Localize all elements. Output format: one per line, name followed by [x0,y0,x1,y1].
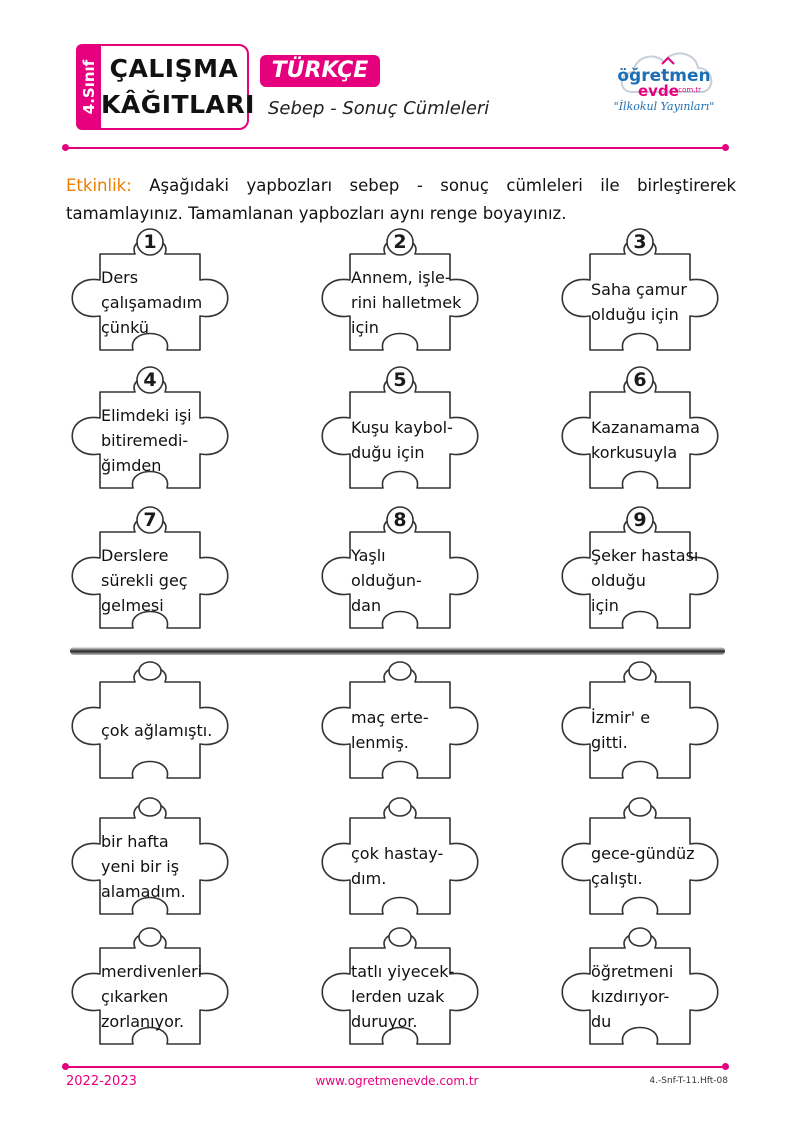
title-line-1: ÇALIŞMA [109,54,239,83]
piece-text-line: için [351,317,379,337]
effect-piece-2[interactable] [315,658,485,788]
effect-piece-3[interactable] [555,658,725,788]
effect-piece-4[interactable] [65,794,235,924]
piece-text-line: bitiremedi- [101,430,189,450]
piece-text-line: maç erte- [351,708,429,727]
instruction-text: Aşağıdaki yapbozları sebep - sonuç cümleleri ile birleştirerek tamamlayınız. Tamamlanan yapbozları aynı renge boyayınız. [66,176,736,223]
piece-text-line: Annem, işle- [351,267,451,287]
piece-text-line: yeni bir iş [101,856,180,876]
grade-label: 4.Sınıf [80,59,98,115]
piece-text-line: çalıştı. [591,869,643,888]
piece-number: 4 [143,369,157,391]
instruction [66,172,736,228]
piece-text-line: çünkü [101,317,149,337]
piece-text-line: merdivenleri [101,961,203,981]
section-divider [70,647,725,655]
piece-text-line: olduğu için [591,305,679,324]
piece-text-line: Şeker hastası [591,545,699,565]
footer-year: 2022-2023 [66,1074,137,1089]
cause-piece-9[interactable] [555,508,725,638]
cause-piece-6[interactable] [555,368,725,498]
piece-text-line: gece-gündüz [591,844,695,863]
piece-text-line: ğimden [101,455,162,475]
piece-text-line: olduğun- [351,570,422,590]
piece-text-line: duruyor. [351,1011,418,1031]
cause-piece-1[interactable] [65,230,235,360]
piece-text-line: çok hastay- [351,844,444,863]
cause-piece-5[interactable] [315,368,485,498]
rule-dot-right [722,144,729,151]
footer-dot-right [722,1063,729,1070]
piece-number: 7 [143,509,157,531]
cause-piece-3[interactable] [555,230,725,360]
piece-text-line: Kuşu kaybol- [351,418,453,437]
title-box [99,44,255,130]
piece-text-line: zorlanıyor. [101,1011,185,1031]
footer-rule [66,1066,726,1068]
piece-text-line: çok ağlamıştı. [101,720,213,740]
piece-text-line: rini halletmek [351,292,462,312]
piece-text-line: alamadım. [101,881,186,901]
piece-number: 6 [633,369,647,391]
header-rule [66,147,726,149]
piece-text-line: için [591,595,619,615]
piece-text-line: olduğu [591,570,646,590]
piece-text-line: Derslere [101,545,169,565]
piece-text-line: gitti. [591,733,628,752]
piece-text-line: lerden uzak [351,986,445,1006]
piece-text-line: Elimdeki işi [101,405,192,425]
footer-code: 4.-Snf-T-11.Hft-08 [649,1076,728,1086]
piece-text-line: Saha çamur [591,280,687,299]
piece-number: 1 [143,231,157,253]
cause-piece-7[interactable] [65,508,235,638]
effect-piece-8[interactable] [315,924,485,1054]
piece-text-line: dım. [351,869,387,888]
cause-piece-2[interactable] [315,230,485,360]
effect-piece-6[interactable] [555,794,725,924]
piece-number: 2 [393,231,407,253]
cause-piece-8[interactable] [315,508,485,638]
piece-text-line: korkusuyla [591,443,678,462]
effect-piece-9[interactable] [555,924,725,1054]
logo-domain: .com.tr [676,86,702,94]
instruction-label: Etkinlik: [66,176,132,195]
piece-text-line: gelmesi [101,595,164,615]
piece-text-line: İzmir' e [591,708,651,727]
title-line-2: KÂĞITLARI [101,90,255,119]
logo [612,44,722,124]
subject-tag: TÜRKÇE [260,55,380,87]
effect-piece-5[interactable] [315,794,485,924]
piece-text-line: sürekli geç [101,570,188,590]
logo-top: öğretmen [617,66,711,86]
piece-text-line: tatlı yiyecek- [351,961,455,981]
piece-text-line: Ders [101,267,139,287]
piece-text-line: Yaşlı [351,545,386,565]
piece-text-line: Kazanamama [591,418,700,437]
footer-website[interactable]: www.ogretmenevde.com.tr [315,1074,479,1088]
piece-text-line: çıkarken [101,986,169,1006]
topic-subtitle: Sebep - Sonuç Cümleleri [268,98,490,119]
effect-piece-7[interactable] [65,924,235,1054]
piece-text-line: bir hafta [101,831,169,851]
logo-tagline: "İlkokul Yayınları" [613,100,715,113]
piece-number: 9 [633,509,647,531]
piece-number: 3 [633,231,647,253]
piece-number: 5 [393,369,407,391]
cause-piece-4[interactable] [65,368,235,498]
piece-number: 8 [393,509,407,531]
piece-text-line: duğu için [351,443,425,462]
piece-text-line: dan [351,595,382,615]
effect-piece-1[interactable] [65,658,235,788]
piece-text-line: öğretmeni [591,961,674,981]
piece-text-line: çalışamadım [101,292,203,312]
logo-bottom: evde [638,82,679,100]
piece-text-line: du [591,1011,612,1031]
piece-text-line: lenmiş. [351,733,409,752]
piece-text-line: kızdırıyor- [591,986,670,1006]
